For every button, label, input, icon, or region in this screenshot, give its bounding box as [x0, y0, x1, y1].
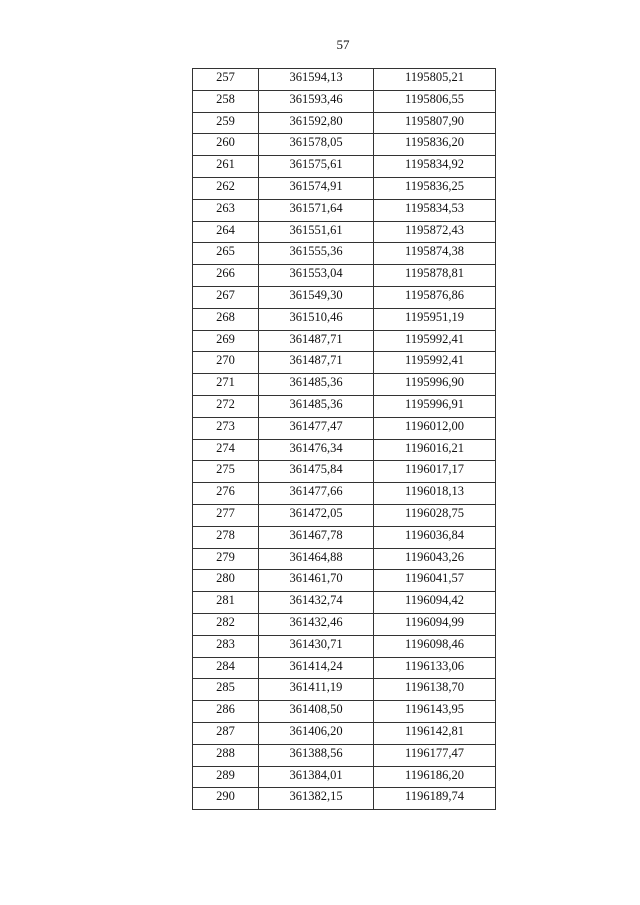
table-row	[193, 112, 496, 134]
table-row	[193, 243, 496, 265]
table-row	[193, 156, 496, 178]
x-coordinate-cell: 361592,80	[259, 112, 374, 134]
x-coordinate-cell: 361553,04	[259, 265, 374, 287]
x-coordinate-cell: 361476,34	[259, 439, 374, 461]
y-coordinate-cell: 1196036,84	[374, 526, 496, 548]
y-coordinate-cell: 1196028,75	[374, 504, 496, 526]
x-coordinate-cell: 361467,78	[259, 526, 374, 548]
x-coordinate-cell: 361472,05	[259, 504, 374, 526]
coordinates-table	[192, 68, 496, 810]
y-coordinate-cell: 1195996,91	[374, 395, 496, 417]
table-row	[193, 199, 496, 221]
y-coordinate-cell: 1196189,74	[374, 788, 496, 810]
table-row	[193, 134, 496, 156]
y-coordinate-cell: 1195836,25	[374, 177, 496, 199]
table-row	[193, 548, 496, 570]
y-coordinate-cell: 1195874,38	[374, 243, 496, 265]
y-coordinate-cell: 1196018,13	[374, 483, 496, 505]
y-coordinate-cell: 1196138,70	[374, 679, 496, 701]
y-coordinate-cell: 1196143,95	[374, 701, 496, 723]
x-coordinate-cell: 361384,01	[259, 766, 374, 788]
x-coordinate-cell: 361477,66	[259, 483, 374, 505]
table-row	[193, 592, 496, 614]
y-coordinate-cell: 1196133,06	[374, 657, 496, 679]
point-number-cell: 273	[193, 417, 259, 439]
table-row	[193, 69, 496, 91]
y-coordinate-cell: 1195876,86	[374, 286, 496, 308]
x-coordinate-cell: 361461,70	[259, 570, 374, 592]
point-number-cell: 280	[193, 570, 259, 592]
point-number-cell: 267	[193, 286, 259, 308]
point-number-cell: 264	[193, 221, 259, 243]
point-number-cell: 281	[193, 592, 259, 614]
table-row	[193, 395, 496, 417]
x-coordinate-cell: 361485,36	[259, 395, 374, 417]
point-number-cell: 272	[193, 395, 259, 417]
point-number-cell: 276	[193, 483, 259, 505]
point-number-cell: 259	[193, 112, 259, 134]
point-number-cell: 283	[193, 635, 259, 657]
x-coordinate-cell: 361430,71	[259, 635, 374, 657]
x-coordinate-cell: 361464,88	[259, 548, 374, 570]
table-row	[193, 526, 496, 548]
table-row	[193, 744, 496, 766]
y-coordinate-cell: 1195951,19	[374, 308, 496, 330]
y-coordinate-cell: 1195806,55	[374, 90, 496, 112]
point-number-cell: 288	[193, 744, 259, 766]
x-coordinate-cell: 361408,50	[259, 701, 374, 723]
table-row	[193, 722, 496, 744]
x-coordinate-cell: 361406,20	[259, 722, 374, 744]
table-row	[193, 352, 496, 374]
point-number-cell: 270	[193, 352, 259, 374]
x-coordinate-cell: 361485,36	[259, 374, 374, 396]
x-coordinate-cell: 361414,24	[259, 657, 374, 679]
x-coordinate-cell: 361571,64	[259, 199, 374, 221]
point-number-cell: 286	[193, 701, 259, 723]
table-row	[193, 286, 496, 308]
point-number-cell: 282	[193, 613, 259, 635]
point-number-cell: 265	[193, 243, 259, 265]
y-coordinate-cell: 1196041,57	[374, 570, 496, 592]
table-row	[193, 308, 496, 330]
point-number-cell: 263	[193, 199, 259, 221]
table-row	[193, 90, 496, 112]
x-coordinate-cell: 361432,74	[259, 592, 374, 614]
x-coordinate-cell: 361593,46	[259, 90, 374, 112]
x-coordinate-cell: 361475,84	[259, 461, 374, 483]
point-number-cell: 279	[193, 548, 259, 570]
table-row	[193, 330, 496, 352]
y-coordinate-cell: 1195836,20	[374, 134, 496, 156]
table-row	[193, 613, 496, 635]
y-coordinate-cell: 1196098,46	[374, 635, 496, 657]
point-number-cell: 284	[193, 657, 259, 679]
x-coordinate-cell: 361510,46	[259, 308, 374, 330]
y-coordinate-cell: 1195805,21	[374, 69, 496, 91]
x-coordinate-cell: 361487,71	[259, 352, 374, 374]
point-number-cell: 257	[193, 69, 259, 91]
x-coordinate-cell: 361551,61	[259, 221, 374, 243]
x-coordinate-cell: 361411,19	[259, 679, 374, 701]
table-row	[193, 461, 496, 483]
x-coordinate-cell: 361575,61	[259, 156, 374, 178]
point-number-cell: 285	[193, 679, 259, 701]
point-number-cell: 274	[193, 439, 259, 461]
table-row	[193, 374, 496, 396]
y-coordinate-cell: 1195992,41	[374, 352, 496, 374]
x-coordinate-cell: 361477,47	[259, 417, 374, 439]
x-coordinate-cell: 361388,56	[259, 744, 374, 766]
y-coordinate-cell: 1195834,92	[374, 156, 496, 178]
y-coordinate-cell: 1196186,20	[374, 766, 496, 788]
point-number-cell: 277	[193, 504, 259, 526]
y-coordinate-cell: 1196017,17	[374, 461, 496, 483]
point-number-cell: 278	[193, 526, 259, 548]
x-coordinate-cell: 361549,30	[259, 286, 374, 308]
x-coordinate-cell: 361555,36	[259, 243, 374, 265]
table-row	[193, 483, 496, 505]
point-number-cell: 287	[193, 722, 259, 744]
coordinates-table-body	[193, 69, 496, 810]
point-number-cell: 262	[193, 177, 259, 199]
y-coordinate-cell: 1196094,99	[374, 613, 496, 635]
table-row	[193, 788, 496, 810]
table-row	[193, 439, 496, 461]
point-number-cell: 289	[193, 766, 259, 788]
point-number-cell: 269	[193, 330, 259, 352]
point-number-cell: 275	[193, 461, 259, 483]
y-coordinate-cell: 1196043,26	[374, 548, 496, 570]
y-coordinate-cell: 1196142,81	[374, 722, 496, 744]
point-number-cell: 260	[193, 134, 259, 156]
table-row	[193, 417, 496, 439]
table-row	[193, 570, 496, 592]
y-coordinate-cell: 1196177,47	[374, 744, 496, 766]
y-coordinate-cell: 1195878,81	[374, 265, 496, 287]
x-coordinate-cell: 361382,15	[259, 788, 374, 810]
table-row	[193, 701, 496, 723]
y-coordinate-cell: 1195834,53	[374, 199, 496, 221]
y-coordinate-cell: 1195992,41	[374, 330, 496, 352]
table-row	[193, 265, 496, 287]
point-number-cell: 261	[193, 156, 259, 178]
x-coordinate-cell: 361594,13	[259, 69, 374, 91]
table-row	[193, 635, 496, 657]
page-number: 57	[336, 37, 350, 52]
table-row	[193, 221, 496, 243]
x-coordinate-cell: 361487,71	[259, 330, 374, 352]
x-coordinate-cell: 361578,05	[259, 134, 374, 156]
table-row	[193, 504, 496, 526]
table-row	[193, 177, 496, 199]
y-coordinate-cell: 1195807,90	[374, 112, 496, 134]
y-coordinate-cell: 1195872,43	[374, 221, 496, 243]
point-number-cell: 268	[193, 308, 259, 330]
table-row	[193, 679, 496, 701]
y-coordinate-cell: 1196012,00	[374, 417, 496, 439]
point-number-cell: 290	[193, 788, 259, 810]
x-coordinate-cell: 361574,91	[259, 177, 374, 199]
point-number-cell: 258	[193, 90, 259, 112]
point-number-cell: 271	[193, 374, 259, 396]
table-row	[193, 657, 496, 679]
y-coordinate-cell: 1196016,21	[374, 439, 496, 461]
x-coordinate-cell: 361432,46	[259, 613, 374, 635]
table-row	[193, 766, 496, 788]
y-coordinate-cell: 1196094,42	[374, 592, 496, 614]
point-number-cell: 266	[193, 265, 259, 287]
y-coordinate-cell: 1195996,90	[374, 374, 496, 396]
